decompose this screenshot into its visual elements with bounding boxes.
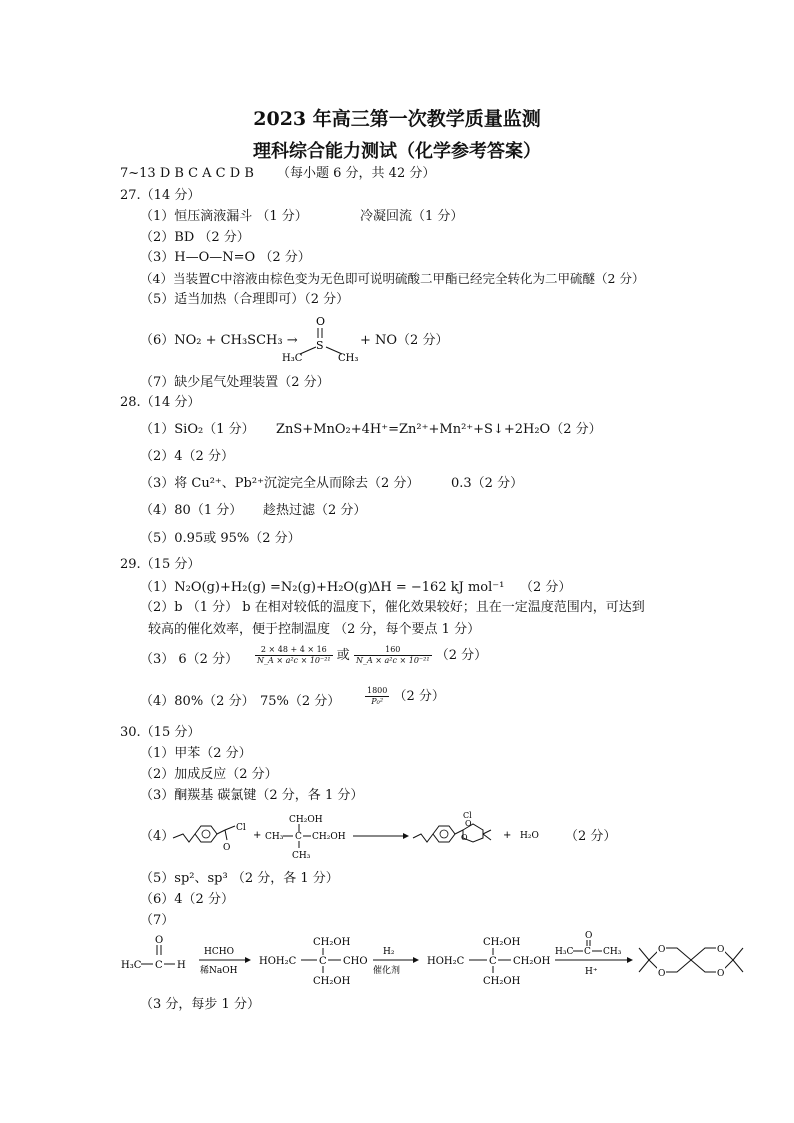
q27-answer-6-left: （6）NO₂ + CH₃SCH₃ → xyxy=(140,333,298,348)
q27-heading: 27.（14 分） xyxy=(120,188,201,203)
q29-answer-4b: 75%（2 分） xyxy=(260,694,341,709)
mc-answers: 7~13 D B C A C D B xyxy=(120,166,254,181)
route-s2-bottom: CH₂OH xyxy=(313,976,351,987)
q28-answer-4: （4）80（1 分） xyxy=(140,503,243,518)
synthesis-route xyxy=(115,930,775,992)
q29-answer-1b: ΔH = −162 kJ mol⁻¹ xyxy=(371,580,505,595)
q28-answer-5: （5）0.95或 95%（2 分） xyxy=(140,531,301,546)
r4-ch3-left: CH₃ xyxy=(265,832,284,842)
route-s2-left: HOH₂C xyxy=(259,956,297,967)
r4-o-ring-1: O xyxy=(465,819,472,828)
q28-answer-1b: ZnS+MnO₂+4H⁺=Zn²⁺+Mn²⁺+S↓+2H₂O（2 分） xyxy=(276,422,602,437)
q30-answer-5: （5）sp²、sp³ （2 分，各 1 分） xyxy=(140,871,339,886)
route-p-o2: O xyxy=(658,969,666,979)
r4-water: H₂O xyxy=(520,831,539,841)
q29-formula-1 xyxy=(255,645,487,666)
q27-answer-1b: 冷凝回流（1 分） xyxy=(360,209,464,224)
reaction-4-scheme xyxy=(165,808,625,864)
formula-2-numerator: 160 xyxy=(354,645,432,656)
route-r3-left: H₃C xyxy=(555,947,574,957)
q28-heading: 28.（14 分） xyxy=(120,395,201,410)
formula-3-denominator: P₀² xyxy=(371,697,384,706)
route-s2-top: CH₂OH xyxy=(313,937,351,948)
svg-text:C: C xyxy=(584,947,591,957)
q30-answer-1: （1）甲苯（2 分） xyxy=(140,746,252,761)
r4-o: O xyxy=(223,843,231,853)
q30-answer-7-score: （3 分，每步 1 分） xyxy=(140,997,260,1012)
r4-cl-2: Cl xyxy=(463,811,472,820)
route-r1-bottom: 稀NaOH xyxy=(200,966,238,976)
q28-answer-3b: 0.3（2 分） xyxy=(451,476,524,491)
dmso-left: H₃C xyxy=(282,353,303,364)
q27-answer-3: （3）H—O—N=O （2 分） xyxy=(140,250,311,265)
formula-2-denominator: N_A × a²c × 10⁻²¹ xyxy=(355,656,430,665)
route-s1-right: H xyxy=(177,960,186,971)
route-r3-right: CH₃ xyxy=(603,947,622,957)
r4-plus-2: + xyxy=(503,830,512,841)
q28-answer-3: （3）将 Cu²⁺、Pb²⁺沉淀完全从而除去（2 分） xyxy=(140,476,420,491)
svg-text:C: C xyxy=(489,956,497,967)
svg-text:C: C xyxy=(295,832,302,842)
route-p-o1: O xyxy=(658,945,666,955)
r4-ch2oh-right: CH₂OH xyxy=(312,832,346,842)
q30-answer-4-label: （4） xyxy=(140,829,175,844)
route-s3-right: CH₂OH xyxy=(513,956,551,967)
q29-answer-1: （1）N₂O(g)+H₂(g) =N₂(g)+H₂O(g) xyxy=(140,580,373,595)
route-r3-o: O xyxy=(585,931,593,941)
q28-answer-1: （1）SiO₂（1 分） xyxy=(140,422,255,437)
q29-answer-4-score: （2 分） xyxy=(393,689,445,704)
q30-answer-6: （6）4（2 分） xyxy=(140,892,234,907)
q30-answer-2: （2）加成反应（2 分） xyxy=(140,767,278,782)
q29-answer-2b: 较高的催化效率，便于控制温度 （2 分，每个要点 1 分） xyxy=(148,622,481,637)
q29-heading: 29.（15 分） xyxy=(120,557,201,572)
r4-ch3-bottom: CH₃ xyxy=(292,851,311,861)
r4-cl: Cl xyxy=(236,823,246,833)
q30-answer-4-score: （2 分） xyxy=(565,829,617,844)
route-p-o3: O xyxy=(717,945,725,955)
dmso-s: S xyxy=(316,339,324,352)
dmso-o: O xyxy=(316,315,326,328)
q27-answer-6-right: + NO（2 分） xyxy=(360,333,449,348)
route-s1-left: H₃C xyxy=(121,960,142,971)
page-title: 2023 年高三第一次教学质量监测 xyxy=(253,108,541,130)
q27-answer-2: （2）BD （2 分） xyxy=(140,230,250,245)
dmso-right: CH₃ xyxy=(338,353,359,364)
q30-answer-3: （3）酮羰基 碳氯键（2 分，各 1 分） xyxy=(140,788,364,803)
q29-answer-3-label: （3） 6（2 分） xyxy=(140,652,239,667)
q28-answer-2: （2）4（2 分） xyxy=(140,449,234,464)
route-r2-bottom: 催化剂 xyxy=(373,966,401,976)
q27-answer-1: （1）恒压滴液漏斗 （1 分） xyxy=(140,209,308,224)
q28-answer-4b: 趁热过滤（2 分） xyxy=(263,503,367,518)
q29-formula-3 xyxy=(365,686,445,707)
route-r2-top: H₂ xyxy=(383,947,395,957)
formula-3-numerator: 1800 xyxy=(367,686,388,695)
q27-answer-5: （5）适当加热（合理即可）（2 分） xyxy=(140,292,350,307)
q29-answer-3-score: （2 分） xyxy=(435,648,488,663)
svg-text:C: C xyxy=(319,956,327,967)
mc-score: （每小题 6 分，共 42 分） xyxy=(277,166,436,181)
q29-answer-1c: （2 分） xyxy=(520,580,572,595)
formula-1-denominator: N_A × a²c × 10⁻²¹ xyxy=(257,656,331,665)
svg-text:C: C xyxy=(155,960,163,971)
r4-plus-1: + xyxy=(253,830,262,841)
route-r3-bottom: H⁺ xyxy=(585,967,598,977)
q27-answer-7: （7）缺少尾气处理装置（2 分） xyxy=(140,375,330,390)
dmso-structure xyxy=(280,314,370,364)
route-s3-bottom: CH₂OH xyxy=(483,976,521,987)
route-s1-o: O xyxy=(155,935,164,946)
or-text: 或 xyxy=(336,648,350,663)
route-s2-right: CHO xyxy=(343,956,368,967)
q29-answer-4-label: （4）80%（2 分） xyxy=(140,694,255,709)
formula-1-numerator: 2 × 48 + 4 × 16 xyxy=(255,645,333,656)
route-p-o4: O xyxy=(717,969,725,979)
route-r1-top: HCHO xyxy=(204,947,234,957)
route-s3-top: CH₂OH xyxy=(483,937,521,948)
page-subtitle: 理科综合能力测试（化学参考答案） xyxy=(253,141,541,162)
route-s3-left: HOH₂C xyxy=(427,956,465,967)
q30-answer-7: （7） xyxy=(140,913,175,928)
q30-heading: 30.（15 分） xyxy=(120,725,201,740)
r4-o-ring-2: O xyxy=(461,833,468,842)
q29-answer-2: （2）b （1 分） b 在相对较低的温度下，催化效果较好；且在一定温度范围内，可达到 xyxy=(140,600,645,615)
q27-answer-4: （4）当装置C中溶液由棕色变为无色即可说明硫酸二甲酯已经完全转化为二甲硫醚（2 分） xyxy=(140,271,645,286)
r4-ch2oh-top: CH₂OH xyxy=(289,815,323,825)
